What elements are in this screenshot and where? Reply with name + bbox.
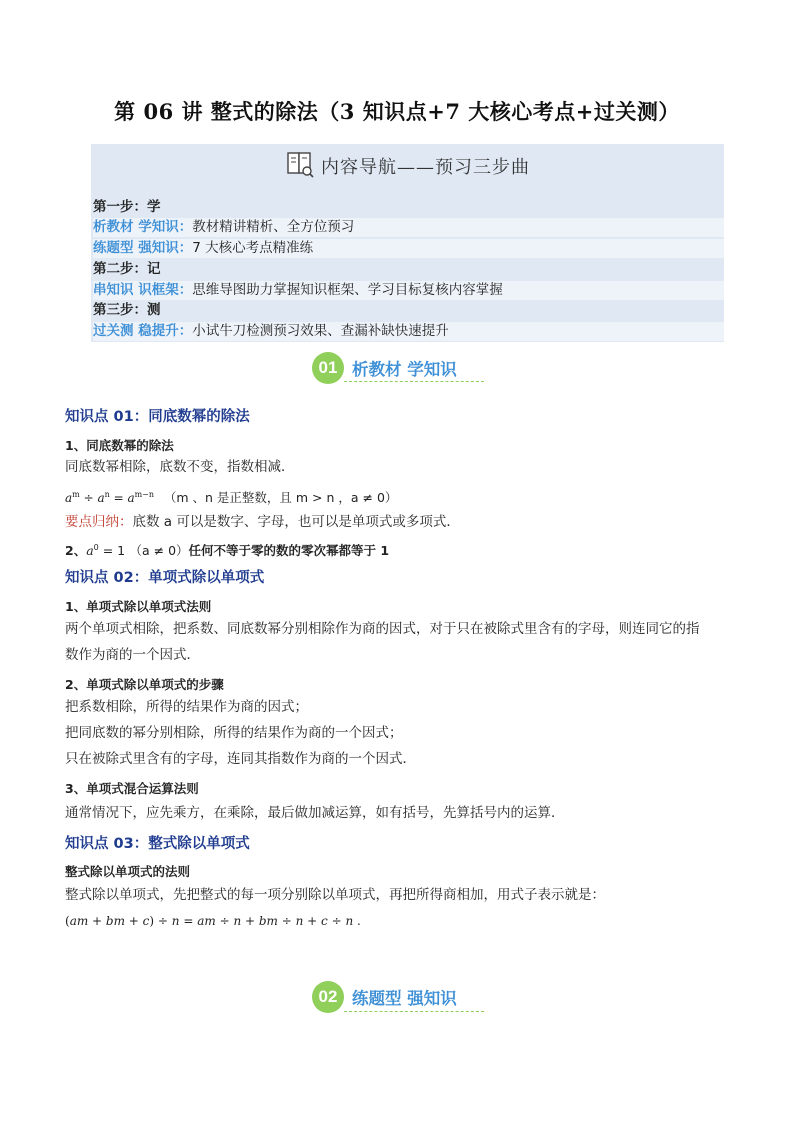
kp1-subheading-1: 1、同底数幂的除法 — [65, 438, 174, 453]
nav-row-text: 思维导图助力掌握知识框架、学习目标复核内容掌握 — [192, 282, 503, 298]
nav-step-1 — [93, 198, 724, 217]
zero-power-condition: （a ≠ 0） — [129, 543, 189, 558]
section-divider — [344, 381, 484, 382]
kp2-mixed-rule: 通常情况下，应先乘方，在乘除，最后做加减运算，如有括号，先算括号内的运算． — [65, 805, 565, 821]
nav-header-title: 内容导航——预习三步曲 — [321, 157, 530, 178]
kp2-step-a: 把系数相除，所得的结果作为商的因式； — [65, 699, 308, 715]
section-heading-02 — [312, 981, 457, 1013]
section-divider — [344, 1011, 484, 1012]
nav-row-highlight: 练题型 强知识： — [93, 240, 193, 256]
section-title: 析教材 学知识 — [352, 360, 457, 379]
note-label: 要点归纳： — [65, 514, 133, 530]
nav-row-text: 7 大核心考点精准练 — [192, 240, 314, 256]
section-heading-01 — [312, 352, 457, 384]
kp1-rule: 同底数幂相除，底数不变，指数相减． — [65, 459, 295, 475]
kp3-subheading-1: 整式除以单项式的法则 — [65, 864, 191, 879]
kp2-subheading-1: 1、单项式除以单项式法则 — [65, 599, 212, 614]
nav-step-3 — [93, 301, 724, 320]
formula-expression: $a^m \div a^n = a^{m-n}$ — [65, 490, 155, 505]
section-number-badge: 02 — [312, 981, 344, 1013]
kp2-subheading-3: 3、单项式混合运算法则 — [65, 781, 199, 796]
nav-row-practice — [93, 239, 724, 258]
nav-row-test — [93, 322, 724, 341]
step-label: 第一步：学 — [93, 199, 161, 215]
step-label: 第二步：记 — [93, 261, 161, 277]
note-text: 底数 a 可以是数字、字母，也可以是单项式或多项式． — [132, 514, 460, 530]
kp3-formula: (am + bm + c) ÷ n = am ÷ n + bm ÷ n + c ÷ n . — [65, 914, 361, 928]
section-number-badge: 01 — [312, 352, 344, 384]
nav-step-2 — [93, 260, 724, 279]
nav-row-text: 小试牛刀检测预习效果、查漏补缺快速提升 — [192, 323, 449, 339]
knowledge-point-03-title: 知识点 03：整式除以单项式 — [65, 836, 250, 852]
kp2-subheading-2: 2、单项式除以单项式的步骤 — [65, 677, 224, 692]
zero-power-formula: 2、$a^0 = 1$ — [65, 542, 126, 558]
kp1-note — [65, 510, 460, 534]
kp3-rule: 整式除以单项式，先把整式的每一项分别除以单项式，再把所得商相加，用式子表示就是： — [65, 887, 605, 903]
nav-row-highlight: 析教材 学知识： — [93, 219, 193, 235]
kp2-step-b: 把同底数的幂分别相除，所得的结果作为商的一个因式； — [65, 725, 403, 741]
knowledge-point-01-title: 知识点 01：同底数幂的除法 — [65, 409, 250, 425]
kp1-formula — [65, 488, 397, 506]
nav-row-highlight: 过关测 稳提升： — [93, 323, 193, 339]
page-title: 第 06 讲 整式的除法（3 知识点+7 大核心考点+过关测） — [114, 99, 680, 124]
book-icon — [285, 149, 315, 183]
nav-header — [91, 144, 724, 188]
nav-row-study — [93, 218, 724, 237]
knowledge-point-02-title: 知识点 02：单项式除以单项式 — [65, 570, 265, 586]
section-title: 练题型 强知识 — [352, 989, 457, 1008]
formula-condition: （m 、n 是正整数，且 m > n ，a ≠ 0） — [163, 490, 398, 505]
content-navigation-box — [91, 144, 724, 342]
kp2-step-c: 只在被除式里含有的字母，连同其指数作为商的一个因式． — [65, 751, 416, 767]
kp1-subheading-2 — [65, 541, 389, 559]
nav-row-highlight: 串知识 识框架： — [93, 282, 193, 298]
step-label: 第三步：测 — [93, 302, 161, 318]
zero-power-text: 任何不等于零的数的零次幂都等于 1 — [188, 543, 390, 558]
nav-row-framework — [93, 281, 724, 300]
kp2-rule-line-1: 两个单项式相除，把系数、同底数幂分别相除作为商的因式，对于只在被除式里含有的字母，则连同它的指 — [65, 621, 700, 637]
nav-row-text: 教材精讲精析、全方位预习 — [192, 219, 355, 235]
kp2-rule-line-2: 数作为商的一个因式． — [65, 647, 200, 663]
